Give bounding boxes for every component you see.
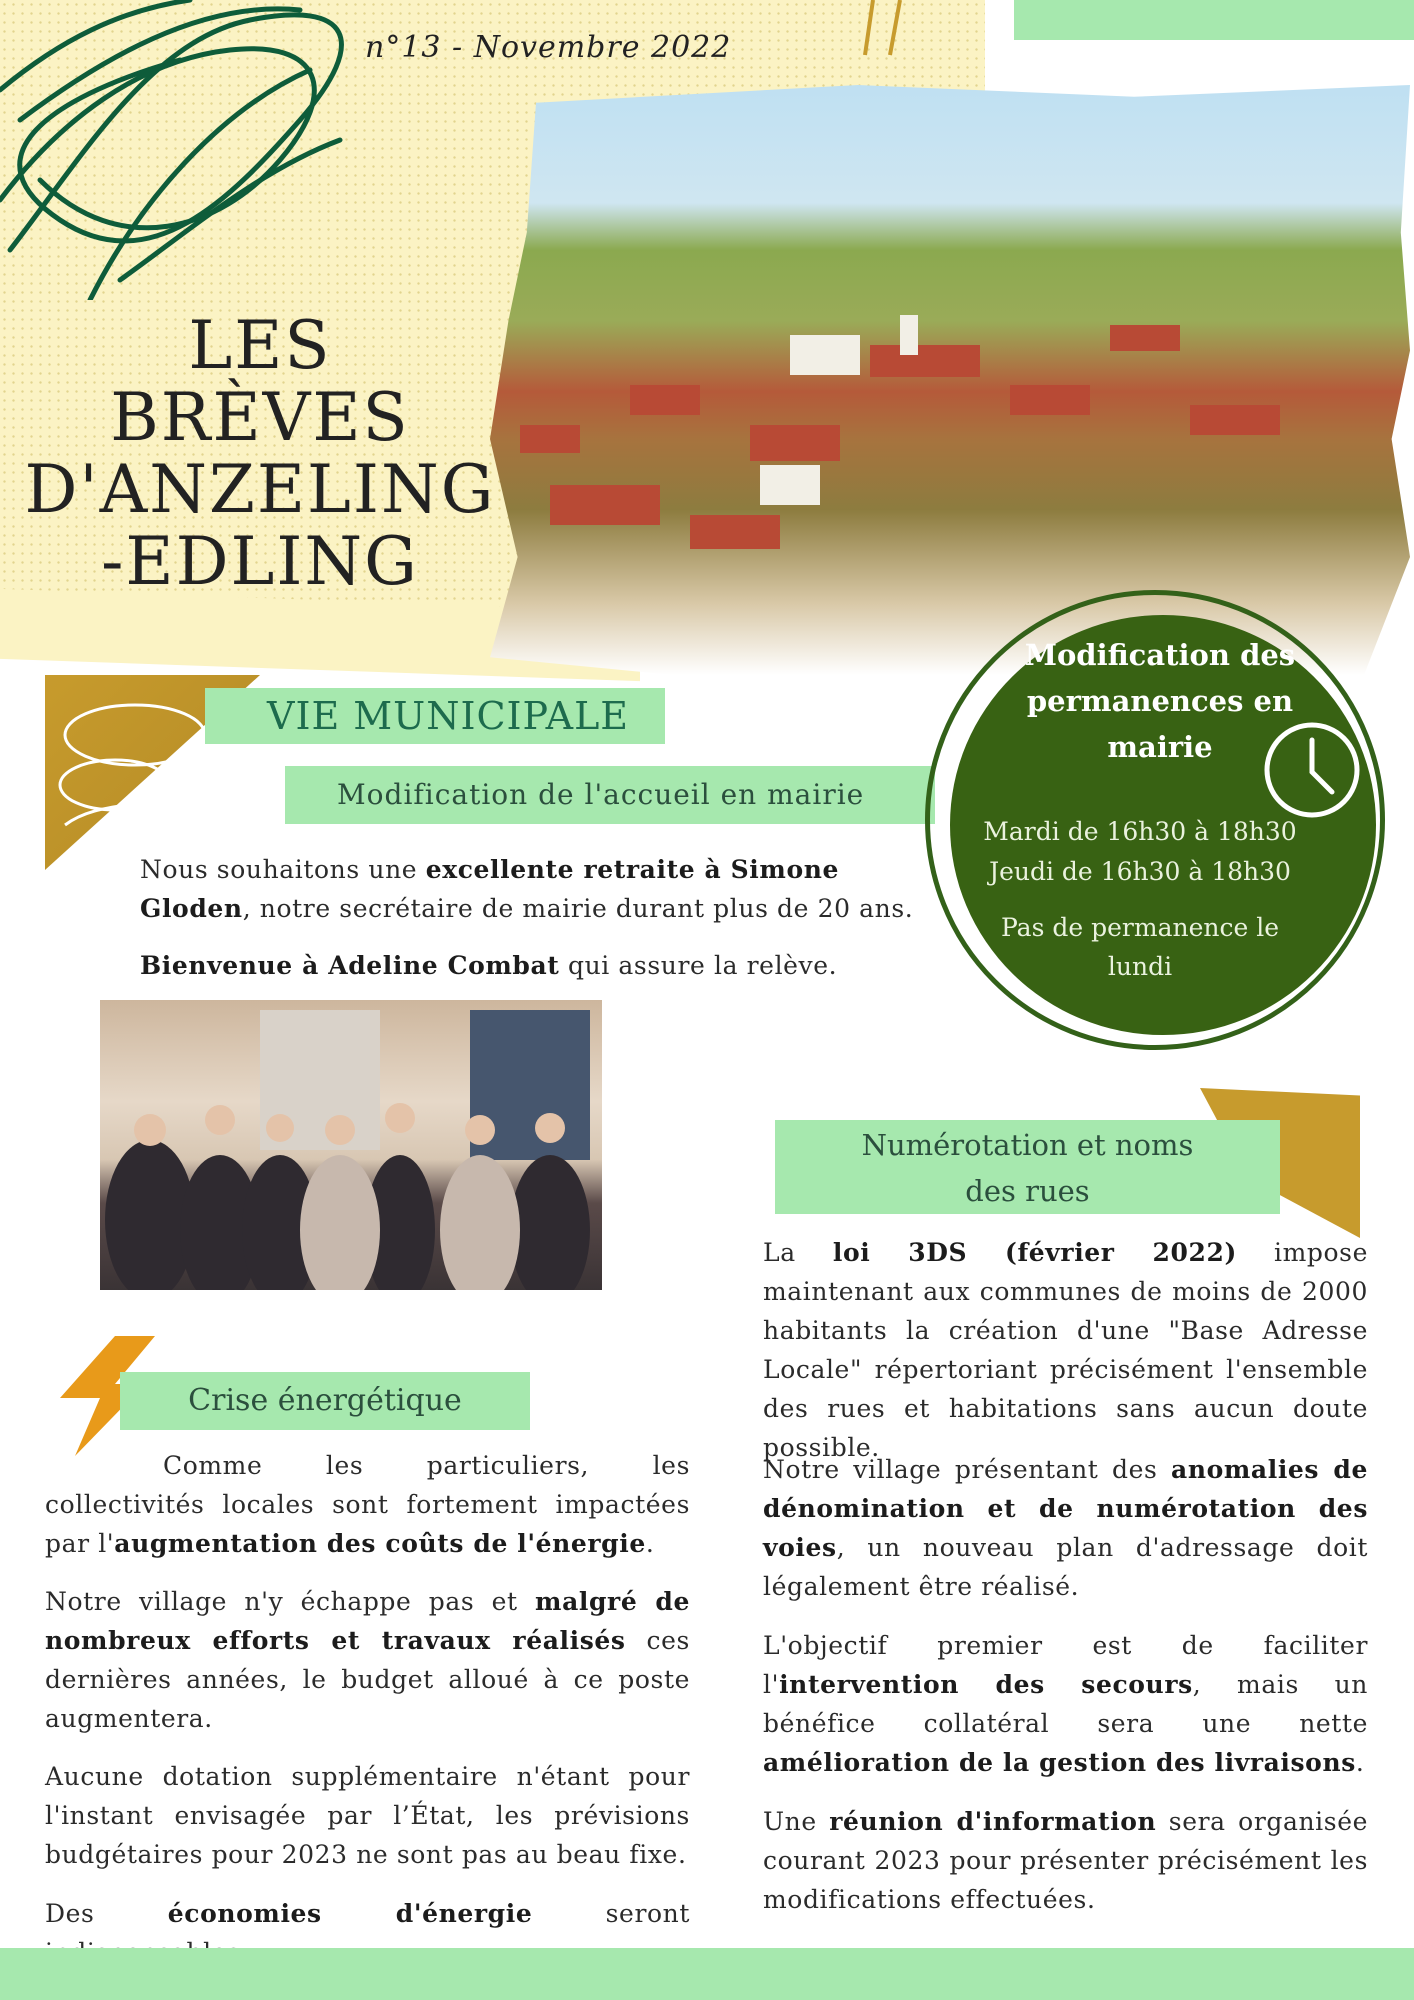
text: Nous souhaitons une [140,855,426,884]
footer-bar [0,1948,1414,2000]
bold-text: réunion d'information [829,1807,1157,1836]
bold-text: amélioration de la gestion des livraisons [763,1748,1356,1777]
clock-icon [1262,720,1362,820]
text: . [1355,1748,1365,1777]
text: sera organisée courant 2023 pour présenter précisément les modifications effectuées. [763,1807,1368,1914]
bold-text: augmentation des coûts de l'énergie [114,1529,646,1558]
title-line: LES [188,307,332,384]
rues-title-line: des rues [965,1174,1090,1208]
paragraph-dotation: Aucune dotation supplémentaire n'étant pour l'instant envisagée par l’État, les prévisions budgétaires pour 2023 ne sont pas au beau fixe. [45,1762,690,1869]
text: Comme les particuliers, les collectivités locales sont fortement impactées par l' [45,1451,690,1558]
bold-text: Bienvenue à Adeline Combat [140,951,560,980]
green-scribble-decoration [0,0,390,300]
permanences-hours [970,812,1310,892]
title-line: BRÈVES [110,379,410,456]
permanences-title: Modification des permanences en mairie [1024,638,1296,764]
paragraph-collectivites [45,1446,690,1563]
hours-thursday: Jeudi de 16h30 à 18h30 [989,857,1291,886]
paragraph-efforts [45,1582,690,1738]
text: . [645,1529,655,1558]
paragraph-retraite [140,850,920,928]
bold-text: loi 3DS (février 2022) [832,1238,1237,1267]
title-line: -EDLING [101,523,419,600]
bold-text: anomalies de dénomination et de numérotation des voies [763,1455,1369,1562]
village-rooftops [490,85,1410,675]
text: , un nouveau plan d'adressage doit légalement être réalisé. [763,1533,1368,1601]
text: , notre secrétaire de mairie durant plus de 20 ans. [242,894,914,923]
bold-text: intervention des secours [779,1670,1193,1699]
text: , mais un bénéfice collatéral sera une nette [763,1670,1368,1738]
gold-line-decoration [855,0,915,60]
newsletter-title [20,307,500,600]
paragraph-anomalies [763,1450,1368,1606]
section-vie-municipale: VIE MUNICIPALE [205,688,665,744]
paragraph-loi-3ds [763,1233,1368,1467]
text: Notre village n'y échappe pas et [45,1587,536,1616]
hours-tuesday: Mardi de 16h30 à 18h30 [983,817,1297,846]
text: Des [45,1899,168,1928]
group-photo-people [100,1000,602,1290]
subsection-accueil-mairie: Modification de l'accueil en mairie [285,766,935,824]
paragraph-objectif [763,1626,1368,1782]
paragraph-bienvenue [140,946,920,985]
text: qui assure la relève. [559,951,838,980]
subsection-rues [775,1120,1280,1214]
bold-text: malgré de nombreux efforts et travaux réalisés [45,1587,690,1655]
paragraph-reunion [763,1802,1368,1919]
top-right-accent-bar [1014,0,1414,40]
title-line: D'ANZELING [24,451,496,528]
rues-title-line: Numérotation et noms [861,1128,1194,1162]
subsection-crise-energetique: Crise énergétique [120,1372,530,1430]
permanences-note: Pas de permanence le lundi [1000,913,1279,981]
text: L'objectif premier est de faciliter l' [763,1631,1368,1699]
text: La [763,1238,833,1267]
text: seront [605,1899,690,1928]
bold-text: excellente retraite à Simone Gloden [140,855,840,923]
text: Une [763,1807,830,1836]
village-aerial-photo [490,85,1410,675]
text: ces dernières années, le budget alloué à ce poste augmentera. [45,1626,690,1733]
text: impose maintenant aux communes de moins de 2000 habitants la création d'une "Base Adresse Locale" répertoriant précisément l'ensemble des rues et habitations sans aucun doute possible. [763,1238,1368,1462]
issue-number: n°13 - Novembre 2022 [365,30,732,65]
group-photo [100,1000,602,1290]
text: Notre village présentant des [763,1455,1172,1484]
bold-text: économies d'énergie [167,1899,533,1928]
